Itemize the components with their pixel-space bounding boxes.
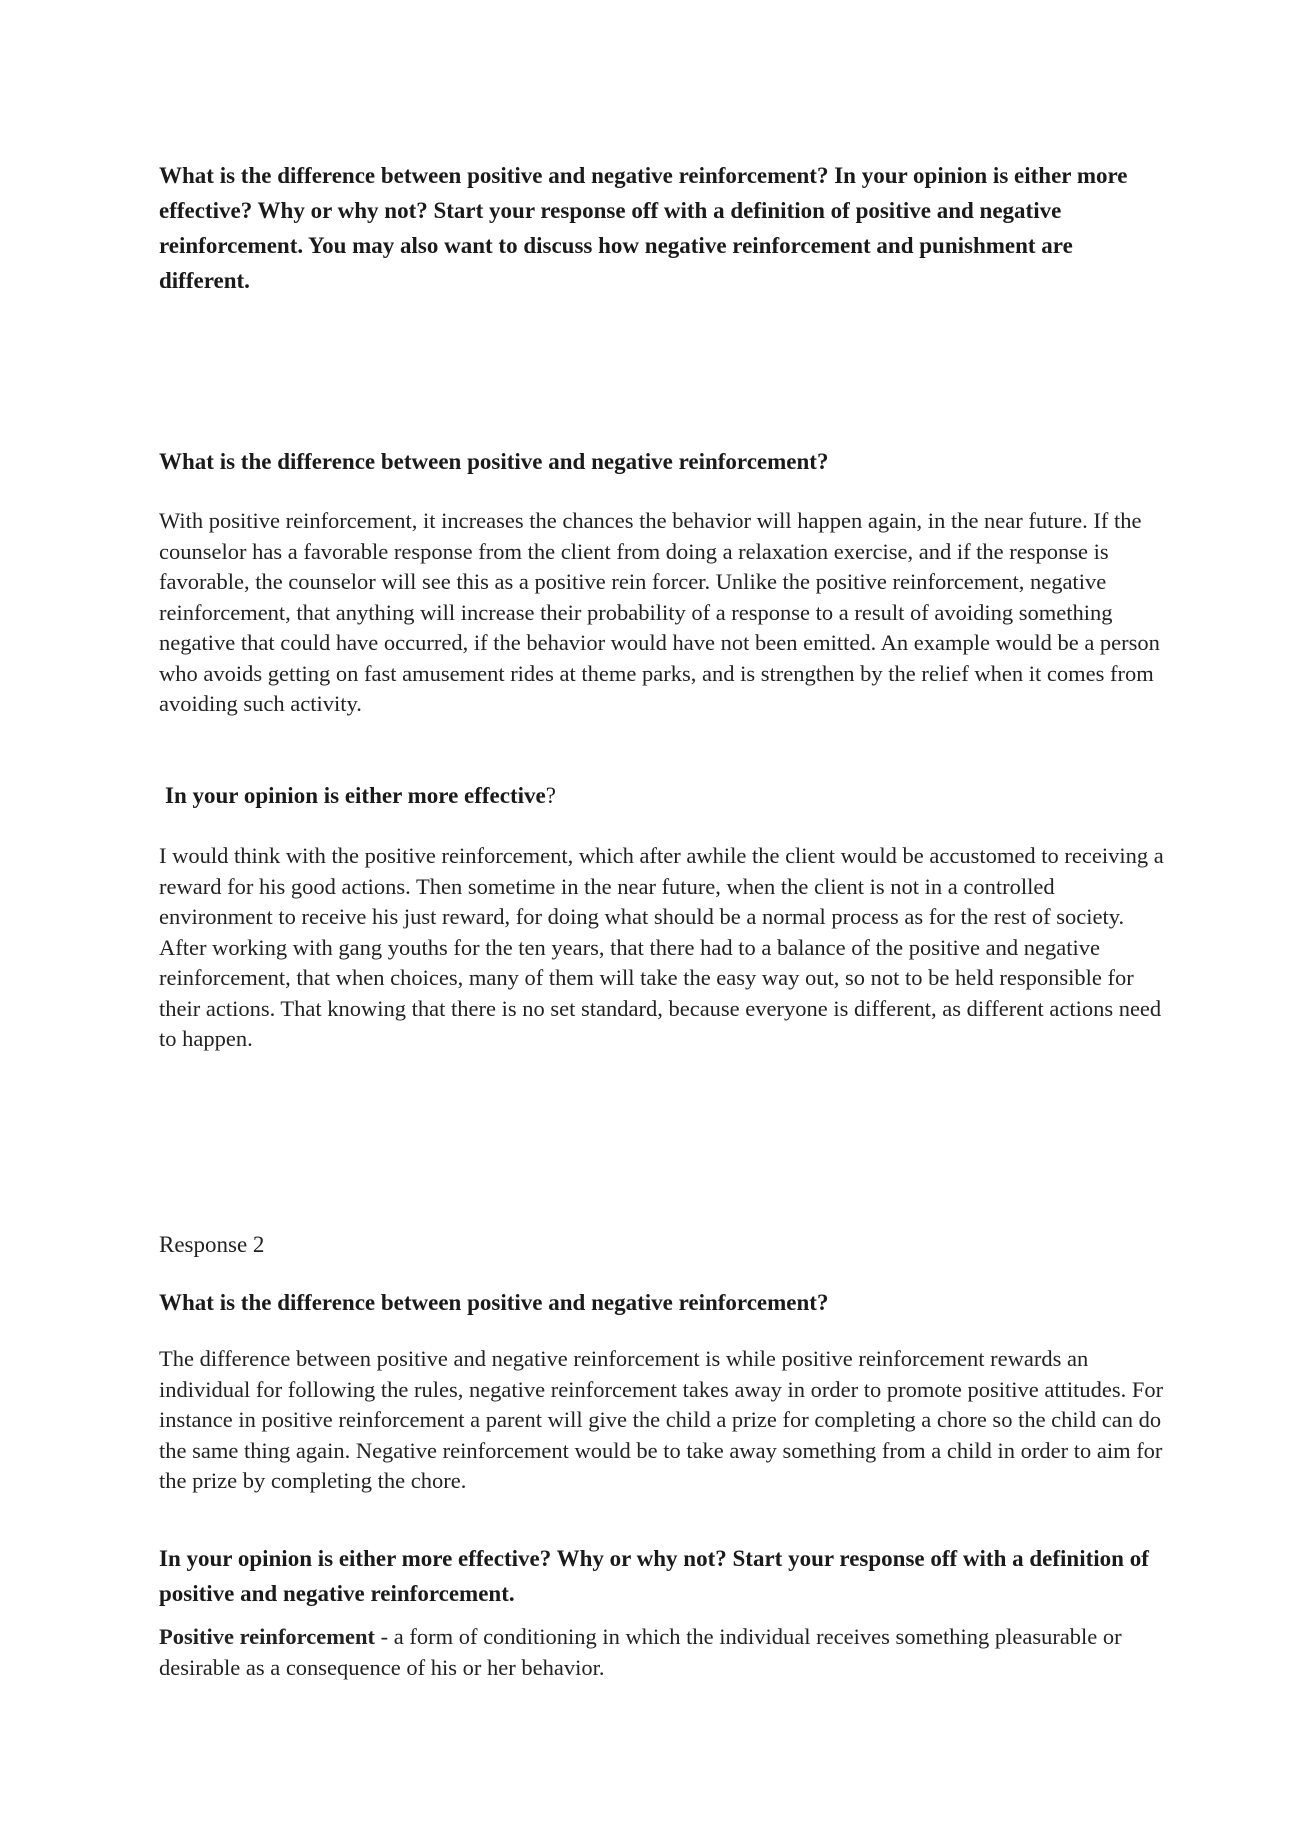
response2-label: Response 2 — [159, 1232, 265, 1257]
response1-question-opinion-text: In your opinion is either more effective — [165, 783, 546, 808]
prompt-question: What is the difference between positive and negative reinforcement? In your opinion is either more effective? Why or why not? Start your response off with a definition of positive and negative reinforcement. You may also want to discuss how negative reinforcement and punishment are different. — [159, 163, 1128, 293]
response2-question-opinion: In your opinion is either more effective? Why or why not? Start your response off with a definition of positive and negative reinforcement. — [159, 1546, 1149, 1606]
response1-answer-opinion: I would think with the positive reinforcement, which after awhile the client would be accustomed to receiving a reward for his good actions. Then sometime in the near future, when the client is not in a controlled environment to receive his just reward, for doing what should be a normal process as for the rest of society. After working with gang youths for the ten years, that there had to a balance of the positive and negative reinforcement, that when choices, many of them will take the easy way out, so not to be held responsible for their actions. That knowing that there is no set standard, because everyone is different, as different actions need to happen. — [159, 843, 1164, 1051]
response1-question-difference: What is the difference between positive and negative reinforcement? — [159, 449, 829, 474]
response2-definition — [159, 1622, 1164, 1683]
definition-text: - a form of conditioning in which the individual receives something pleasurable or desirable as a consequence of his or her behavior. — [159, 1624, 1122, 1680]
response1-question-opinion-mark: ? — [545, 783, 556, 808]
response2-answer-difference: The difference between positive and negative reinforcement is while positive reinforcement rewards an individual for following the rules, negative reinforcement takes away in order to promote positive attitudes. For instance in positive reinforcement a parent will give the child a prize for completing a chore so the child can do the same thing again. Negative reinforcement would be to take away something from a child in order to aim for the prize by completing the chore. — [159, 1346, 1164, 1493]
response1-answer-difference: With positive reinforcement, it increases the chances the behavior will happen again, in the near future. If the counselor has a favorable response from the client from doing a relaxation exercise, and if the response is favorable, the counselor will see this as a positive rein forcer. Unlike the positive reinforcement, negative reinforcement, that anything will increase their probability of a response to a result of avoiding something negative that could have occurred, if the behavior would have not been emitted. An example would be a person who avoids getting on fast amusement rides at theme parks, and is strengthen by the relief when it comes from avoiding such activity. — [159, 508, 1160, 716]
response1-question-opinion — [165, 778, 1170, 813]
definition-term: Positive reinforcement — [159, 1624, 375, 1649]
response2-question-difference: What is the difference between positive and negative reinforcement? — [159, 1290, 829, 1315]
